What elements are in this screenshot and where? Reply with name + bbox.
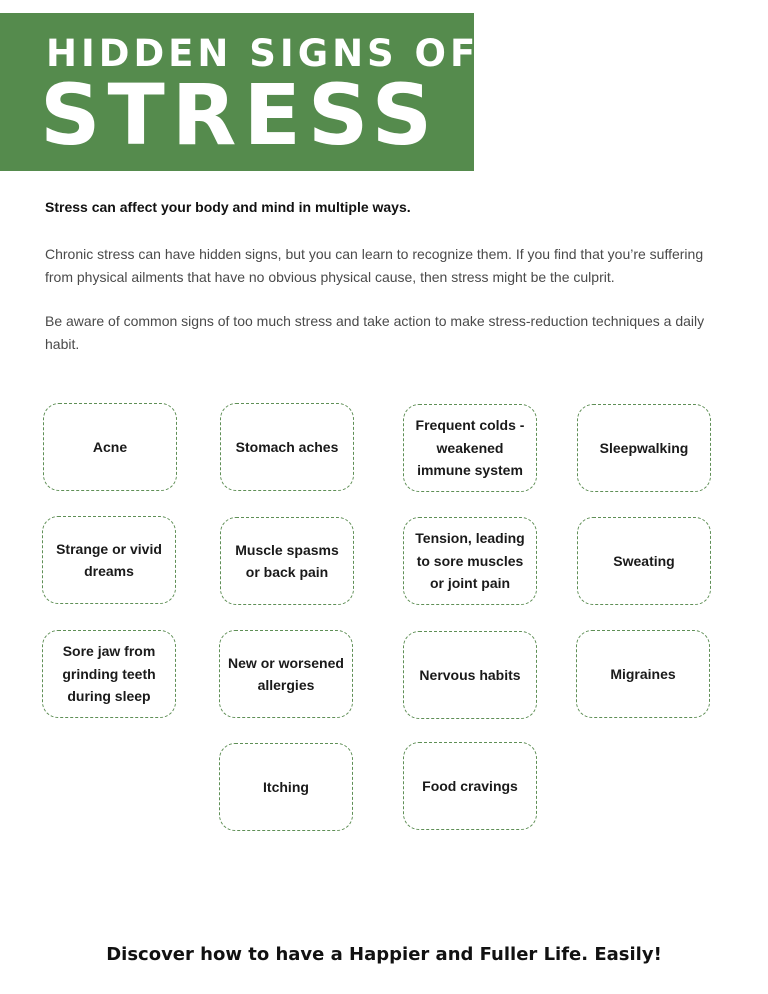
title-line-2: STRESS: [40, 66, 440, 164]
sign-card: [577, 517, 711, 605]
footer-tagline: Discover how to have a Happier and Fuller Life. Easily!: [106, 944, 662, 965]
title-line-1: HIDDEN SIGNS OF: [46, 32, 480, 75]
sign-label: Frequent colds - weakened immune system: [415, 417, 525, 479]
sign-label: Itching: [263, 778, 309, 795]
sign-card: [219, 743, 353, 831]
sign-card: [577, 404, 711, 492]
sign-card: [43, 403, 177, 491]
sign-card: [403, 742, 537, 830]
sign-card: [403, 404, 537, 492]
sign-label: Sweating: [613, 552, 675, 569]
sign-card: [220, 517, 354, 605]
sign-card: [42, 516, 176, 604]
sign-label: Sleepwalking: [599, 439, 689, 456]
sign-label: Migraines: [610, 665, 676, 682]
intro-lead: Stress can affect your body and mind in multiple ways.: [45, 199, 411, 215]
sign-card: [220, 403, 354, 491]
sign-label: Tension, leading to sore muscles or joint pain: [415, 530, 525, 592]
intro-paragraph-2: Be aware of common signs of too much stress and take action to make stress-reduction techniques a daily habit.: [45, 313, 705, 352]
sign-card: [219, 630, 353, 718]
sign-label: Stomach aches: [235, 438, 339, 455]
sign-label: Nervous habits: [419, 666, 521, 683]
intro-paragraph-1: Chronic stress can have hidden signs, but you can learn to recognize them. If you find that you’re suffering from physical ailments that have no obvious physical cause, then stress might be the culprit.: [45, 246, 704, 285]
sign-label: Acne: [92, 438, 128, 455]
sign-label: Strange or vivid dreams: [56, 540, 162, 579]
sign-label: Sore jaw from grinding teeth during sleep: [62, 643, 156, 705]
sign-card: [576, 630, 710, 718]
title-banner: [0, 13, 480, 171]
sign-label: Food cravings: [422, 777, 518, 794]
sign-card: [403, 517, 537, 605]
sign-card: [42, 630, 176, 718]
sign-label: New or worsened allergies: [228, 654, 344, 693]
sign-card: [403, 631, 537, 719]
sign-label: Muscle spasms or back pain: [235, 541, 339, 580]
